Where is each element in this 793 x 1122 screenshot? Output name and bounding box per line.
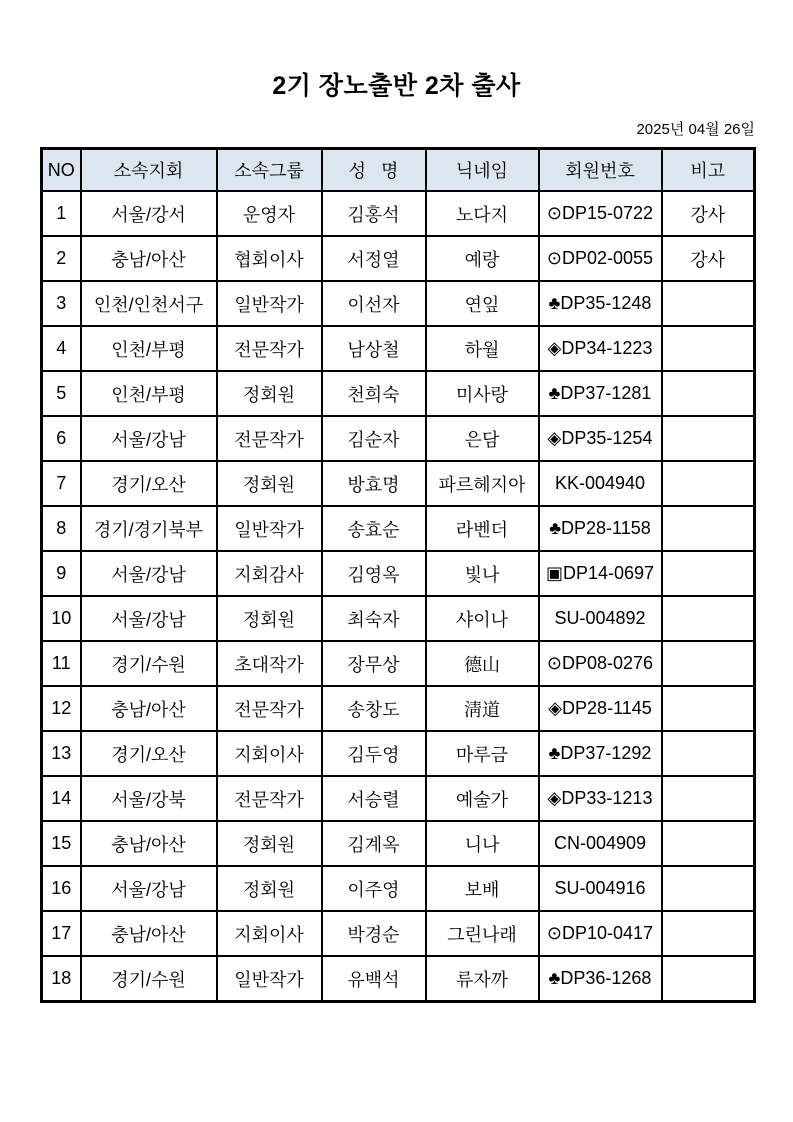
cell-group: 일반작가 (217, 281, 322, 326)
cell-member_no: ◈DP35-1254 (539, 416, 662, 461)
cell-group: 전문작가 (217, 416, 322, 461)
cell-name: 김영옥 (322, 551, 426, 596)
column-header-branch: 소속지회 (81, 149, 217, 192)
cell-note (662, 596, 755, 641)
table-row (42, 506, 755, 551)
cell-nickname: 하월 (426, 326, 539, 371)
cell-note: 강사 (662, 191, 755, 236)
table-row (42, 776, 755, 821)
header-row (42, 149, 755, 192)
cell-group: 일반작가 (217, 506, 322, 551)
cell-name: 송효순 (322, 506, 426, 551)
cell-no: 13 (42, 731, 81, 776)
cell-group: 지회감사 (217, 551, 322, 596)
cell-branch: 서울/강남 (81, 416, 217, 461)
cell-branch: 인천/부평 (81, 371, 217, 416)
cell-note (662, 956, 755, 1002)
cell-member_no: ⊙DP08-0276 (539, 641, 662, 686)
cell-name: 김홍석 (322, 191, 426, 236)
cell-group: 일반작가 (217, 956, 322, 1002)
cell-nickname: 니나 (426, 821, 539, 866)
cell-group: 정회원 (217, 596, 322, 641)
cell-branch: 충남/아산 (81, 236, 217, 281)
cell-member_no: ⊙DP02-0055 (539, 236, 662, 281)
cell-note (662, 731, 755, 776)
cell-branch: 서울/강남 (81, 551, 217, 596)
cell-member_no: SU-004892 (539, 596, 662, 641)
cell-branch: 경기/오산 (81, 731, 217, 776)
cell-note (662, 461, 755, 506)
column-header-member_no: 회원번호 (539, 149, 662, 192)
cell-member_no: KK-004940 (539, 461, 662, 506)
table-row (42, 416, 755, 461)
cell-note (662, 686, 755, 731)
cell-name: 방효명 (322, 461, 426, 506)
cell-member_no: SU-004916 (539, 866, 662, 911)
cell-nickname: 샤이나 (426, 596, 539, 641)
cell-no: 12 (42, 686, 81, 731)
table-body (42, 191, 755, 1002)
cell-no: 4 (42, 326, 81, 371)
cell-name: 이주영 (322, 866, 426, 911)
cell-member_no: ◈DP34-1223 (539, 326, 662, 371)
table-row (42, 191, 755, 236)
table-row (42, 281, 755, 326)
cell-group: 정회원 (217, 371, 322, 416)
cell-member_no: ◈DP28-1145 (539, 686, 662, 731)
table-row (42, 686, 755, 731)
column-header-group: 소속그룹 (217, 149, 322, 192)
cell-branch: 인천/부평 (81, 326, 217, 371)
cell-member_no: CN-004909 (539, 821, 662, 866)
cell-group: 초대작가 (217, 641, 322, 686)
table-row (42, 641, 755, 686)
cell-nickname: 류자까 (426, 956, 539, 1002)
cell-group: 지회이사 (217, 911, 322, 956)
table-row (42, 461, 755, 506)
column-header-name: 성 명 (322, 149, 426, 192)
cell-branch: 충남/아산 (81, 821, 217, 866)
cell-nickname: 그린나래 (426, 911, 539, 956)
cell-note (662, 281, 755, 326)
cell-branch: 충남/아산 (81, 911, 217, 956)
document-date: 2025년 04월 26일 (636, 121, 755, 138)
cell-note (662, 911, 755, 956)
cell-note (662, 506, 755, 551)
cell-group: 운영자 (217, 191, 322, 236)
cell-nickname: 노다지 (426, 191, 539, 236)
cell-nickname: 빛나 (426, 551, 539, 596)
cell-name: 천희숙 (322, 371, 426, 416)
cell-nickname: 예랑 (426, 236, 539, 281)
cell-note (662, 821, 755, 866)
cell-branch: 서울/강북 (81, 776, 217, 821)
cell-branch: 경기/수원 (81, 641, 217, 686)
cell-nickname: 淸道 (426, 686, 539, 731)
cell-group: 전문작가 (217, 326, 322, 371)
cell-nickname: 德山 (426, 641, 539, 686)
cell-no: 18 (42, 956, 81, 1002)
cell-group: 지회이사 (217, 731, 322, 776)
cell-note (662, 866, 755, 911)
cell-group: 전문작가 (217, 686, 322, 731)
cell-member_no: ♣DP36-1268 (539, 956, 662, 1002)
cell-branch: 서울/강남 (81, 596, 217, 641)
table-row (42, 956, 755, 1002)
cell-member_no: ▣DP14-0697 (539, 551, 662, 596)
table-row (42, 821, 755, 866)
cell-no: 6 (42, 416, 81, 461)
cell-nickname: 보배 (426, 866, 539, 911)
table-row (42, 596, 755, 641)
cell-no: 5 (42, 371, 81, 416)
cell-branch: 충남/아산 (81, 686, 217, 731)
table-row (42, 371, 755, 416)
cell-note (662, 371, 755, 416)
cell-member_no: ♣DP37-1281 (539, 371, 662, 416)
table-row (42, 551, 755, 596)
cell-name: 유백석 (322, 956, 426, 1002)
cell-no: 16 (42, 866, 81, 911)
cell-no: 8 (42, 506, 81, 551)
cell-note (662, 326, 755, 371)
cell-note (662, 551, 755, 596)
cell-name: 서승렬 (322, 776, 426, 821)
cell-no: 14 (42, 776, 81, 821)
table-row (42, 911, 755, 956)
cell-group: 정회원 (217, 866, 322, 911)
cell-branch: 인천/인천서구 (81, 281, 217, 326)
cell-nickname: 미사랑 (426, 371, 539, 416)
cell-no: 7 (42, 461, 81, 506)
cell-member_no: ♣DP35-1248 (539, 281, 662, 326)
cell-name: 김계옥 (322, 821, 426, 866)
table-row (42, 236, 755, 281)
cell-branch: 경기/오산 (81, 461, 217, 506)
cell-nickname: 파르헤지아 (426, 461, 539, 506)
cell-name: 최숙자 (322, 596, 426, 641)
cell-member_no: ♣DP28-1158 (539, 506, 662, 551)
page-title: 2기 장노출반 2차 출사 (272, 72, 521, 100)
cell-no: 3 (42, 281, 81, 326)
cell-name: 김순자 (322, 416, 426, 461)
column-header-nickname: 닉네임 (426, 149, 539, 192)
cell-name: 이선자 (322, 281, 426, 326)
cell-name: 장무상 (322, 641, 426, 686)
cell-note (662, 641, 755, 686)
cell-branch: 경기/수원 (81, 956, 217, 1002)
cell-name: 남상철 (322, 326, 426, 371)
cell-no: 2 (42, 236, 81, 281)
cell-nickname: 마루금 (426, 731, 539, 776)
cell-group: 정회원 (217, 821, 322, 866)
cell-member_no: ⊙DP10-0417 (539, 911, 662, 956)
cell-nickname: 은담 (426, 416, 539, 461)
cell-no: 9 (42, 551, 81, 596)
cell-note (662, 416, 755, 461)
cell-no: 15 (42, 821, 81, 866)
cell-no: 11 (42, 641, 81, 686)
cell-note: 강사 (662, 236, 755, 281)
cell-branch: 서울/강서 (81, 191, 217, 236)
table-row (42, 326, 755, 371)
cell-nickname: 연잎 (426, 281, 539, 326)
cell-group: 전문작가 (217, 776, 322, 821)
column-header-no: NO (42, 149, 81, 192)
column-header-note: 비고 (662, 149, 755, 192)
cell-member_no: ♣DP37-1292 (539, 731, 662, 776)
table-row (42, 866, 755, 911)
cell-name: 송창도 (322, 686, 426, 731)
cell-nickname: 예술가 (426, 776, 539, 821)
cell-name: 서정열 (322, 236, 426, 281)
cell-branch: 경기/경기북부 (81, 506, 217, 551)
cell-group: 협회이사 (217, 236, 322, 281)
cell-no: 17 (42, 911, 81, 956)
cell-member_no: ◈DP33-1213 (539, 776, 662, 821)
cell-branch: 서울/강남 (81, 866, 217, 911)
cell-name: 박경순 (322, 911, 426, 956)
attendance-table (40, 147, 756, 1003)
cell-note (662, 776, 755, 821)
cell-nickname: 라벤더 (426, 506, 539, 551)
table-row (42, 731, 755, 776)
cell-name: 김두영 (322, 731, 426, 776)
cell-no: 1 (42, 191, 81, 236)
cell-no: 10 (42, 596, 81, 641)
cell-group: 정회원 (217, 461, 322, 506)
cell-member_no: ⊙DP15-0722 (539, 191, 662, 236)
